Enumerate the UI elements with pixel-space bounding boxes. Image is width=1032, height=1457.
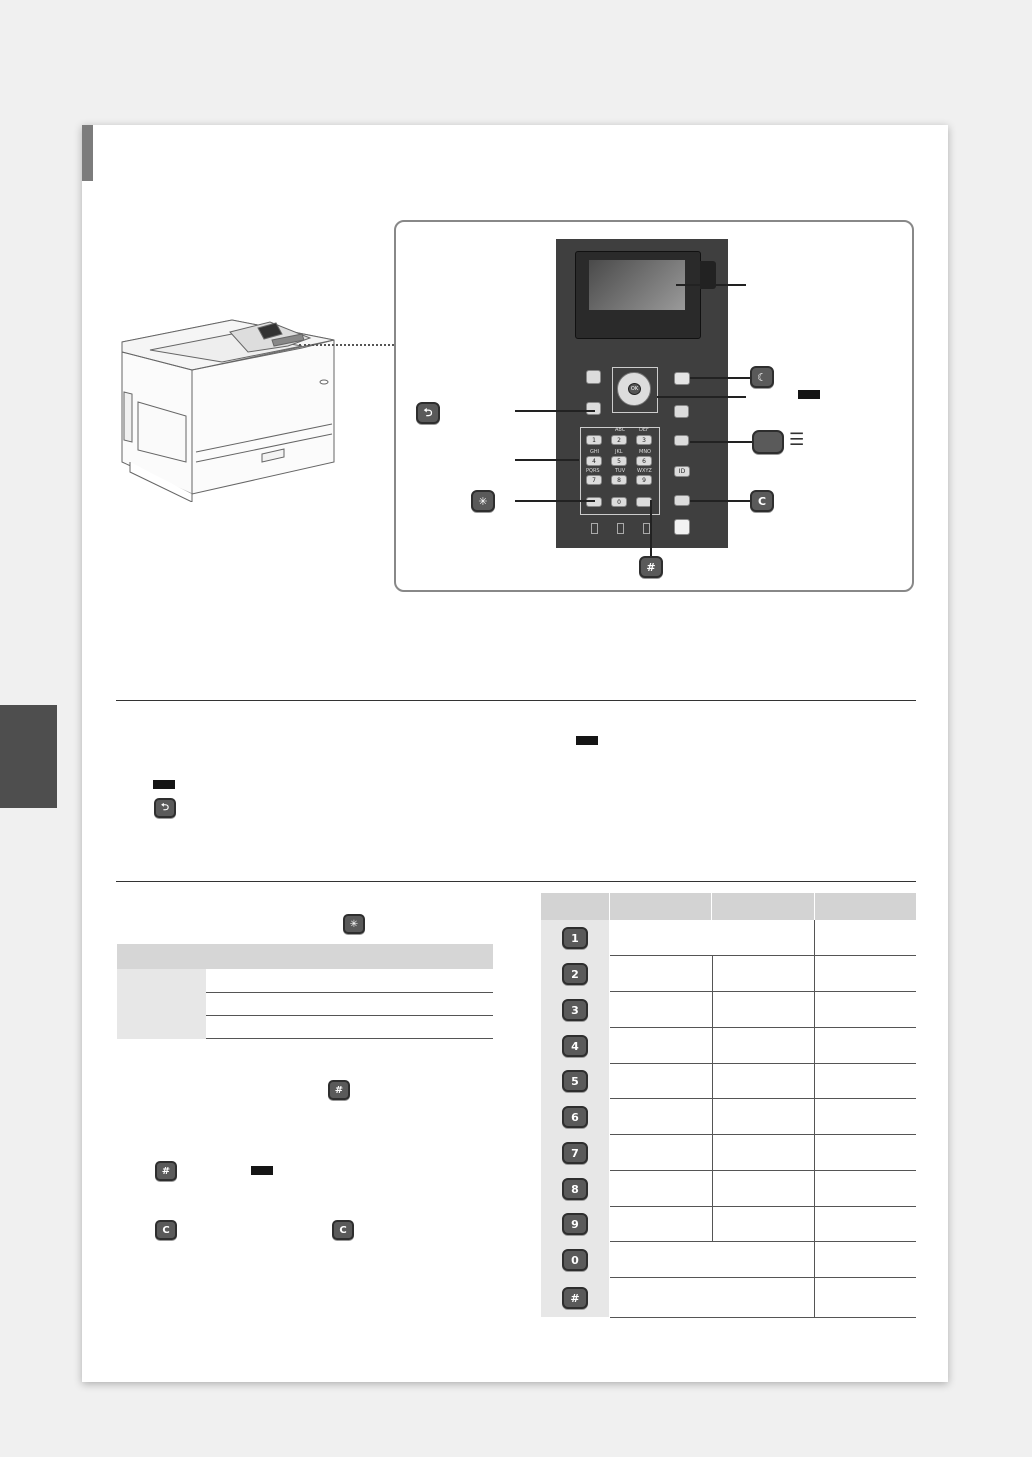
char-table-row-line [610, 1134, 916, 1135]
leader-keypad [515, 459, 579, 461]
char-table-key-9: 9 [562, 1213, 588, 1235]
leader-star [515, 500, 595, 502]
ok-key-mark [798, 390, 820, 399]
error-indicator [617, 523, 624, 534]
clear-key-inline-1: C [155, 1220, 177, 1240]
char-table-key-6: 6 [562, 1106, 588, 1128]
keypad-2[interactable]: 2 [611, 435, 627, 445]
back-key-inline: ⮌ [154, 798, 176, 818]
char-table-key-hash: # [562, 1287, 588, 1309]
keypad-letters-def: DEF [639, 427, 649, 433]
menu-key[interactable] [586, 370, 601, 384]
clear-key-panel[interactable] [674, 495, 690, 506]
id-key[interactable]: ID [674, 466, 690, 477]
input-mode-table-head-a [117, 944, 206, 969]
input-mode-row-2 [117, 993, 206, 1016]
ready-indicator [591, 523, 598, 534]
char-table-row-line [610, 1170, 916, 1171]
sleep-key-icon: ☾ [750, 366, 774, 388]
clear-key-icon: C [750, 490, 774, 512]
char-table-key-1: 1 [562, 927, 588, 949]
dotted-leader [299, 344, 394, 346]
section-rule-1 [116, 700, 916, 701]
char-table-row-line [610, 991, 916, 992]
display-screen [589, 260, 685, 310]
leader-status [690, 441, 752, 443]
keypad-9[interactable]: 9 [636, 475, 652, 485]
input-mode-line-3 [206, 1038, 493, 1039]
energy-saver-key[interactable] [674, 372, 690, 385]
char-table-key-0: 0 [562, 1249, 588, 1271]
keypad-7[interactable]: 7 [586, 475, 602, 485]
ok-key-mark-inline-1 [576, 736, 598, 745]
char-table-key-2: 2 [562, 963, 588, 985]
keypad-6[interactable]: 6 [636, 456, 652, 466]
keypad-letters-abc: ABC [615, 427, 626, 433]
status-key-panel[interactable] [674, 405, 689, 418]
clear-key-inline-2: C [332, 1220, 354, 1240]
char-table-row-line [610, 1241, 916, 1242]
char-table-col-line [712, 955, 713, 1241]
keypad-1[interactable]: 1 [586, 435, 602, 445]
leader-nav [657, 396, 746, 398]
ok-key-mark-inline-2 [153, 780, 175, 789]
char-table-row-line [610, 1277, 916, 1278]
star-key-icon: ✳ [471, 490, 495, 512]
char-table-key-8: 8 [562, 1178, 588, 1200]
input-mode-row-3 [117, 1016, 206, 1039]
leader-back [515, 410, 595, 412]
keypad-letters-jkl: JKL [615, 449, 623, 455]
char-table-head-a [610, 893, 711, 920]
stop-key-panel[interactable] [674, 435, 689, 446]
keypad-5[interactable]: 5 [611, 456, 627, 466]
leader-clear [690, 500, 752, 502]
hash-key-inline-2: # [155, 1161, 177, 1181]
status-monitor-key-icon [752, 430, 784, 454]
char-table-key-4: 4 [562, 1035, 588, 1057]
input-mode-line-2 [206, 1015, 493, 1016]
ok-key-mark-inline-3 [251, 1166, 273, 1175]
leader-sleep [690, 377, 750, 379]
input-mode-row-1 [117, 969, 206, 993]
page-header-tab [82, 125, 93, 181]
char-table-row-line [610, 1098, 916, 1099]
section-rule-2 [116, 881, 916, 882]
data-indicator [643, 523, 650, 534]
keypad-letters-pqrs: PQRS [586, 468, 600, 474]
char-table-key-7: 7 [562, 1142, 588, 1164]
input-mode-table-head-b [206, 944, 493, 969]
keypad-star[interactable] [586, 497, 602, 507]
char-table-head-c [815, 893, 916, 920]
back-key-icon: ⮌ [416, 402, 440, 424]
keypad-letters-ghi: GHI [590, 449, 600, 455]
char-table-key-3: 3 [562, 999, 588, 1021]
keypad-0[interactable]: 0 [611, 497, 627, 507]
hash-key-icon: # [639, 556, 663, 578]
char-table-key-5: 5 [562, 1070, 588, 1092]
back-key[interactable] [586, 402, 601, 415]
char-table-row-line [610, 1027, 916, 1028]
status-monitor-icon: ☰ [789, 430, 805, 450]
char-table-row-line [610, 1063, 916, 1064]
hash-key-inline-1: # [328, 1080, 350, 1100]
keypad-3[interactable]: 3 [636, 435, 652, 445]
printer-illustration [112, 312, 342, 502]
keypad-letters-mno: MNO [639, 449, 651, 455]
keypad-4[interactable]: 4 [586, 456, 602, 466]
char-table-row-line [610, 1317, 916, 1318]
char-table-col-line [814, 920, 815, 1317]
ok-key[interactable]: OK [628, 383, 641, 395]
keypad-8[interactable]: 8 [611, 475, 627, 485]
keypad-letters-wxyz: WXYZ [637, 468, 652, 474]
keypad-letters-tuv: TUV [615, 468, 626, 474]
chapter-side-tab [0, 705, 57, 808]
leader-hash [650, 500, 652, 556]
char-table-head-key [541, 893, 609, 920]
char-table-row-line [610, 955, 916, 956]
input-mode-line-1 [206, 992, 493, 993]
power-key[interactable] [674, 519, 690, 535]
char-table-head-b [712, 893, 814, 920]
star-key-inline: ✳ [343, 914, 365, 934]
leader-display [676, 284, 746, 286]
char-table-row-line [610, 1206, 916, 1207]
